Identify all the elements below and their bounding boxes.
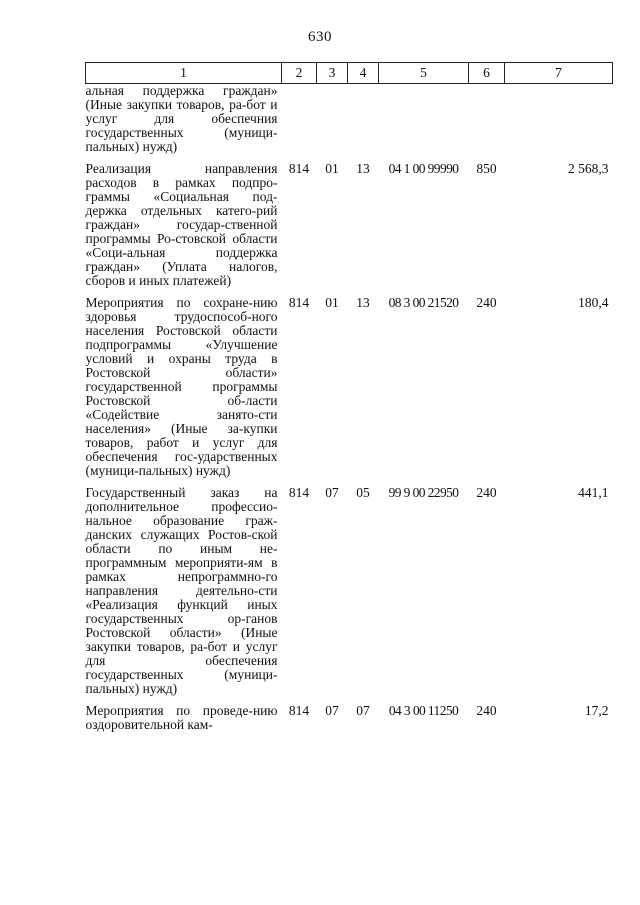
page-number: 630 bbox=[308, 29, 332, 45]
row-section-code: 07 bbox=[325, 703, 339, 718]
row-ministry-code: 814 bbox=[288, 703, 310, 718]
row-description: Мероприятия по проведе-нию оздоровительной кам- bbox=[85, 703, 278, 732]
header-col-2: 2 bbox=[282, 63, 317, 84]
row-expense-type: 240 bbox=[476, 703, 497, 718]
row-section-code bbox=[317, 84, 348, 163]
table-row bbox=[86, 162, 613, 296]
row-ministry-code: 814 bbox=[288, 295, 310, 310]
header-col-5: 5 bbox=[379, 63, 469, 84]
row-subsection-code: 13 bbox=[356, 295, 370, 310]
row-expense-type: 240 bbox=[476, 295, 497, 310]
row-section-code: 01 bbox=[325, 295, 339, 310]
row-subsection-code: 13 bbox=[356, 161, 370, 176]
row-section-code: 01 bbox=[325, 161, 339, 176]
header-col-1: 1 bbox=[86, 63, 282, 84]
row-target-code: 04 3 00 11250 bbox=[388, 703, 459, 718]
row-target-code bbox=[379, 84, 469, 163]
row-expense-type bbox=[469, 84, 505, 163]
row-section-code: 07 bbox=[325, 485, 339, 500]
row-description: альная поддержка граждан» (Иные закупки товаров, ра-бот и услуг для обеспечния государственных (муници-пальных) нужд) bbox=[85, 83, 278, 154]
table-row bbox=[86, 84, 613, 163]
header-col-7: 7 bbox=[505, 63, 613, 84]
row-amount: 2 568,3 bbox=[568, 161, 609, 176]
table-row bbox=[86, 704, 613, 740]
row-description: Мероприятия по сохране-нию здоровья трудоспособ-ного населения Ростовской области подпрограммы «Улучшение условий и охраны труда в Ростовской области» государственной программы Ростовской об-ласти «Содействие занято-сти населения» (Иные за-купки товаров, работ и услуг для обеспечения гос-ударственных (муници-пальных) нужд) bbox=[85, 295, 278, 478]
row-amount: 180,4 bbox=[578, 295, 609, 310]
header-row bbox=[86, 63, 613, 84]
row-target-code: 04 1 00 99990 bbox=[388, 161, 459, 176]
row-description: Государственный заказ на дополнительное профессио-нальное образование граж-данских служащих Ростов-ской области по иным не-программным мероприяти-ям в рамках непрограммно-го направления деятельно-сти «Реализация функций иных государственных ор-ганов Ростовской области» (Иные закупки товаров, ра-бот и услуг для обеспечения государственных (муници-пальных) нужд) bbox=[85, 485, 278, 696]
row-ministry-code: 814 bbox=[288, 485, 310, 500]
row-amount: 441,1 bbox=[578, 485, 609, 500]
header-col-4: 4 bbox=[348, 63, 379, 84]
row-subsection-code: 05 bbox=[356, 485, 370, 500]
row-expense-type: 240 bbox=[476, 485, 497, 500]
row-subsection-code bbox=[348, 84, 379, 163]
row-description: Реализация направления расходов в рамках подпро-граммы «Социальная под-держка отдельных катего-рий граждан» государ-ственной программы Ро-стовской области «Соци-альная поддержка граждан» (Уплата налогов, сборов и иных платежей) bbox=[85, 161, 278, 288]
header-col-6: 6 bbox=[469, 63, 505, 84]
header-col-3: 3 bbox=[317, 63, 348, 84]
row-expense-type: 850 bbox=[476, 161, 497, 176]
row-target-code: 08 3 00 21520 bbox=[388, 295, 459, 310]
budget-table bbox=[85, 62, 613, 740]
row-subsection-code: 07 bbox=[356, 703, 370, 718]
row-ministry-code bbox=[282, 84, 317, 163]
row-amount bbox=[505, 84, 613, 163]
row-target-code: 99 9 00 22950 bbox=[388, 485, 459, 500]
table-row bbox=[86, 486, 613, 704]
table-row bbox=[86, 296, 613, 486]
row-amount: 17,2 bbox=[584, 703, 609, 718]
row-ministry-code: 814 bbox=[288, 161, 310, 176]
